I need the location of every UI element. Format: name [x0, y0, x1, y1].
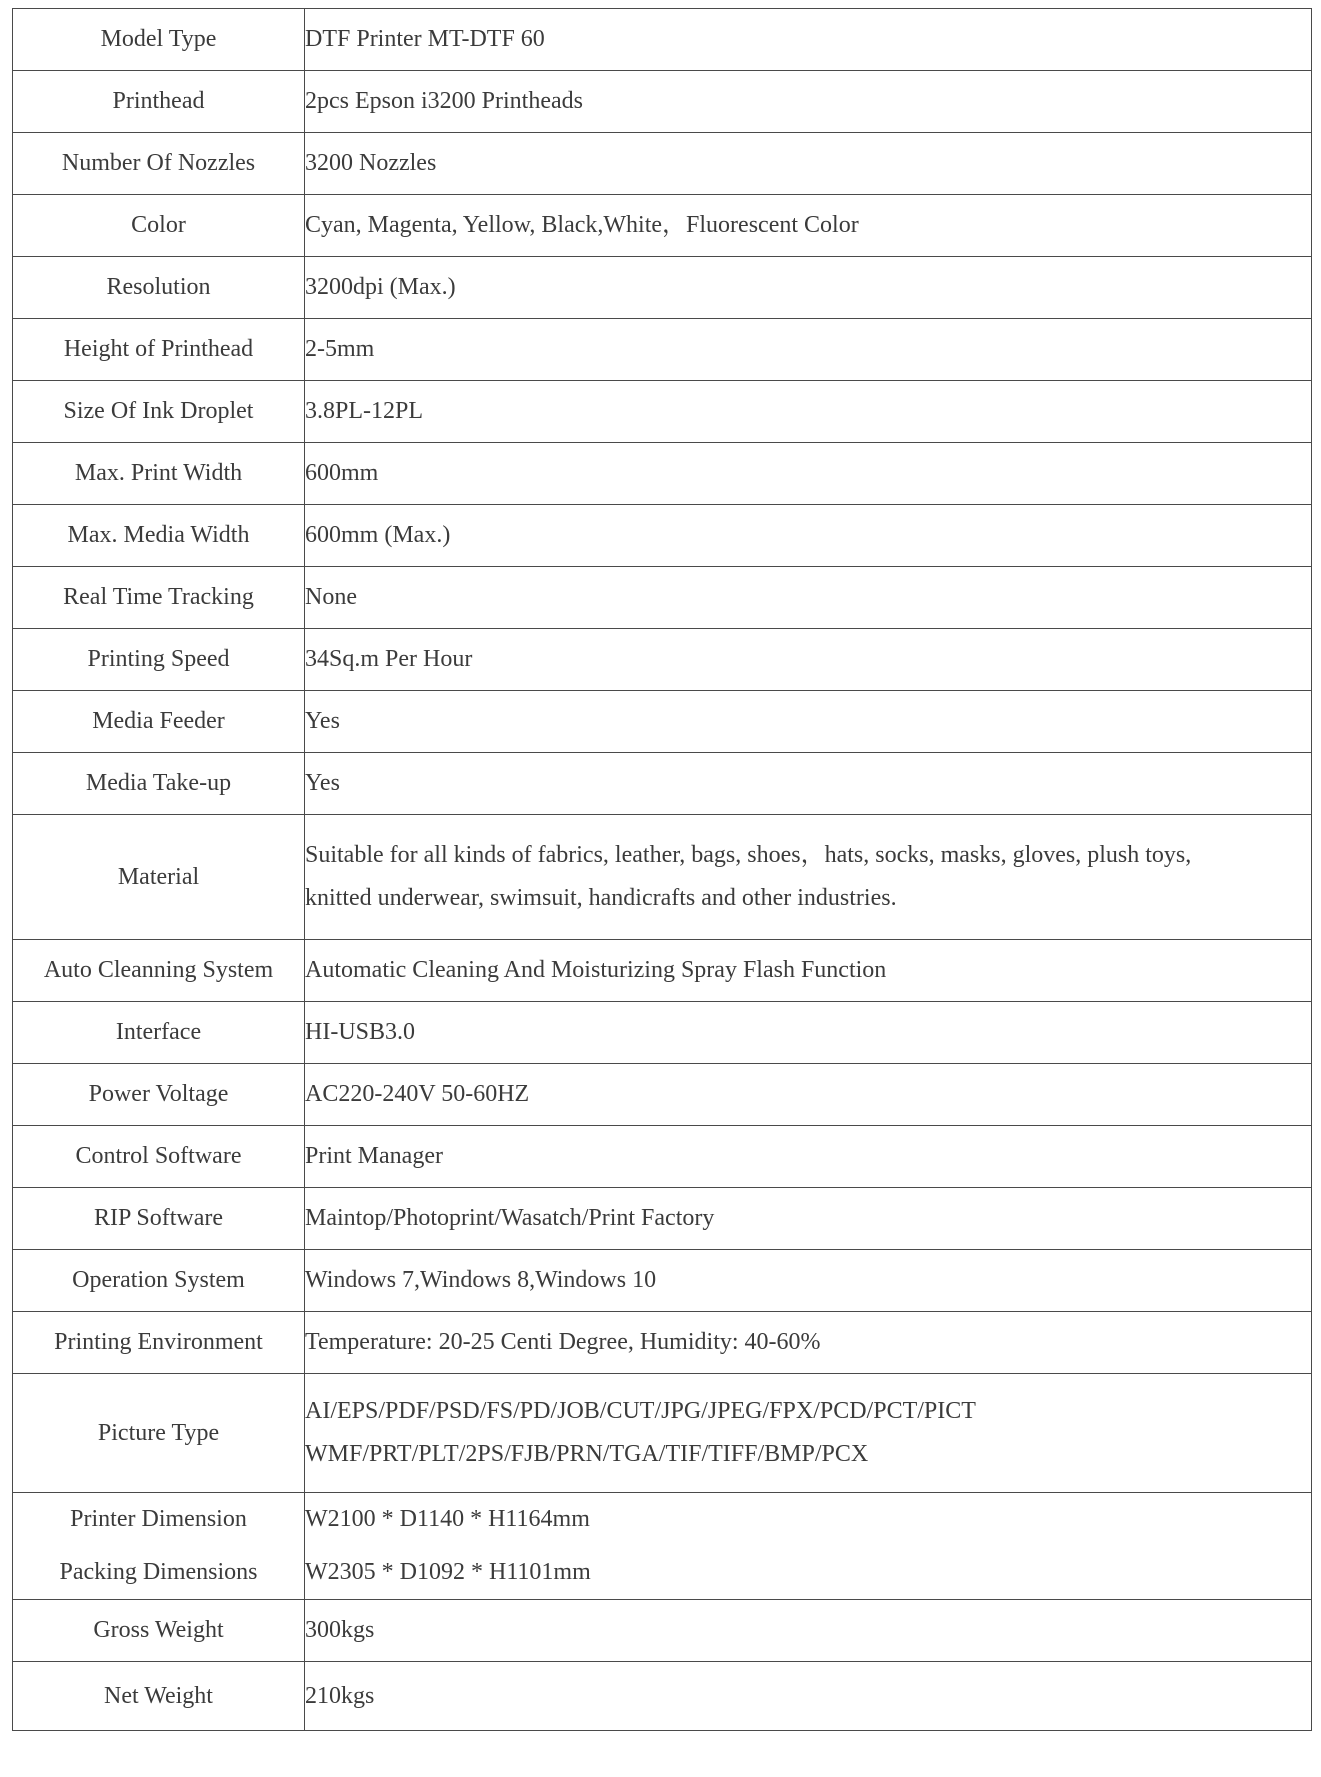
table-row: [13, 9, 1312, 71]
table-row: [13, 691, 1312, 753]
spec-value: Windows 7,Windows 8,Windows 10: [305, 1250, 1312, 1312]
table-row: [13, 753, 1312, 815]
material-line-1: Suitable for all kinds of fabrics, leather, bags, shoes，hats, socks, masks, gloves, plush toys,: [305, 842, 1192, 868]
table-row: [13, 195, 1312, 257]
picture-type-line-2: WMF/PRT/PLT/2PS/FJB/PRN/TGA/TIF/TIFF/BMP/PCX: [305, 1441, 869, 1467]
packing-dimension-value: W2305 * D1092 * H1101mm: [305, 1559, 591, 1585]
material-line-2: knitted underwear, swimsuit, handicrafts and other industries.: [305, 885, 897, 911]
spec-table: [12, 8, 1312, 1731]
table-row: [13, 1002, 1312, 1064]
spec-value: Maintop/Photoprint/Wasatch/Print Factory: [305, 1188, 1312, 1250]
table-row: [13, 443, 1312, 505]
table-row: [13, 940, 1312, 1002]
spec-label: Picture Type: [13, 1374, 305, 1493]
spec-value: Cyan, Magenta, Yellow, Black,White，Fluorescent Color: [305, 195, 1312, 257]
spec-label: Net Weight: [13, 1662, 305, 1731]
packing-dimension-label: Packing Dimensions: [59, 1559, 258, 1585]
spec-label: Control Software: [13, 1126, 305, 1188]
spec-value: None: [305, 567, 1312, 629]
spec-value: 600mm (Max.): [305, 505, 1312, 567]
spec-value: Automatic Cleaning And Moisturizing Spray Flash Function: [305, 940, 1312, 1002]
spec-label: Gross Weight: [13, 1600, 305, 1662]
spec-value: 210kgs: [305, 1662, 1312, 1731]
spec-label: Media Feeder: [13, 691, 305, 753]
picture-type-line-1: AI/EPS/PDF/PSD/FS/PD/JOB/CUT/JPG/JPEG/FPX/PCD/PCT/PICT: [305, 1398, 976, 1424]
spec-label: Number Of Nozzles: [13, 133, 305, 195]
spec-label: [13, 1493, 305, 1600]
spec-label: Printing Environment: [13, 1312, 305, 1374]
spec-label: Max. Media Width: [13, 505, 305, 567]
spec-label: Material: [13, 815, 305, 940]
table-row: [13, 1493, 1312, 1600]
spec-label: Printhead: [13, 71, 305, 133]
spec-label: RIP Software: [13, 1188, 305, 1250]
table-row: [13, 1600, 1312, 1662]
spec-label: Interface: [13, 1002, 305, 1064]
table-row: [13, 1126, 1312, 1188]
table-row: [13, 629, 1312, 691]
spec-value: Print Manager: [305, 1126, 1312, 1188]
spec-label: Resolution: [13, 257, 305, 319]
spec-label: Size Of Ink Droplet: [13, 381, 305, 443]
spec-value: Temperature: 20-25 Centi Degree, Humidity: 40-60%: [305, 1312, 1312, 1374]
spec-value: 600mm: [305, 443, 1312, 505]
spec-value: 300kgs: [305, 1600, 1312, 1662]
spec-value: 3200 Nozzles: [305, 133, 1312, 195]
spec-label: Operation System: [13, 1250, 305, 1312]
table-row: [13, 1188, 1312, 1250]
table-row: [13, 1312, 1312, 1374]
spec-value: HI-USB3.0: [305, 1002, 1312, 1064]
spec-value: 2-5mm: [305, 319, 1312, 381]
spec-label: Power Voltage: [13, 1064, 305, 1126]
table-row: [13, 1662, 1312, 1731]
spec-label: Printing Speed: [13, 629, 305, 691]
spec-label: Max. Print Width: [13, 443, 305, 505]
table-row: [13, 381, 1312, 443]
spec-label: Real Time Tracking: [13, 567, 305, 629]
spec-value: [305, 815, 1312, 940]
table-row: [13, 1374, 1312, 1493]
table-row: [13, 567, 1312, 629]
spec-value: [305, 1374, 1312, 1493]
table-row: [13, 71, 1312, 133]
table-row: [13, 257, 1312, 319]
spec-value: Yes: [305, 753, 1312, 815]
table-row: [13, 505, 1312, 567]
table-row: [13, 815, 1312, 940]
spec-sheet: [12, 8, 1312, 1731]
table-row: [13, 1250, 1312, 1312]
spec-label: Color: [13, 195, 305, 257]
spec-label: Auto Cleanning System: [13, 940, 305, 1002]
spec-value: [305, 1493, 1312, 1600]
spec-label: Media Take-up: [13, 753, 305, 815]
spec-value: 3.8PL-12PL: [305, 381, 1312, 443]
spec-value: 34Sq.m Per Hour: [305, 629, 1312, 691]
printer-dimension-label: Printer Dimension: [70, 1506, 247, 1532]
spec-value: 3200dpi (Max.): [305, 257, 1312, 319]
spec-label: Model Type: [13, 9, 305, 71]
spec-value: Yes: [305, 691, 1312, 753]
spec-value: 2pcs Epson i3200 Printheads: [305, 71, 1312, 133]
spec-value: DTF Printer MT-DTF 60: [305, 9, 1312, 71]
spec-label: Height of Printhead: [13, 319, 305, 381]
spec-value: AC220-240V 50-60HZ: [305, 1064, 1312, 1126]
table-row: [13, 319, 1312, 381]
table-row: [13, 133, 1312, 195]
printer-dimension-value: W2100 * D1140 * H1164mm: [305, 1506, 590, 1532]
table-row: [13, 1064, 1312, 1126]
